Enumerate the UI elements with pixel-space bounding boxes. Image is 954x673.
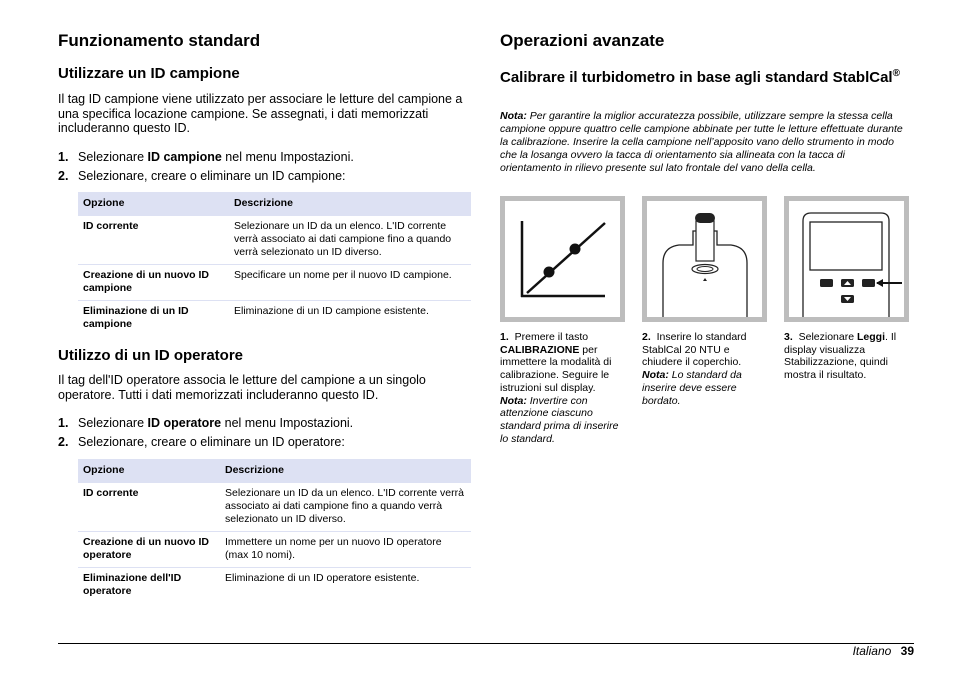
calibration-heading: Calibrare il turbidometro in base agli standard StablCal® (500, 68, 900, 86)
instrument-keypad-display-icon (789, 201, 904, 317)
footer-rule (58, 643, 914, 644)
table-row: Eliminazione dell'ID operatore Eliminazione di un ID operatore esistente. (78, 568, 471, 604)
caption-step-2: 2. Inserire lo standard StablCal 20 NTU e chiudere il coperchio. Nota: Lo standard da inserire deve essere bordato. (642, 331, 747, 407)
column-header: Opzione (78, 459, 220, 483)
sample-id-heading: Utilizzare un ID campione (58, 65, 240, 82)
instrument-with-vial-icon (647, 201, 762, 317)
section-title-standard: Funzionamento standard (58, 31, 261, 50)
table-row: ID corrente Selezionare un ID da un elenco. L'ID corrente verrà associato ai dati campione fino a quando verrà selezionato un ID diverso. (83, 487, 464, 525)
footer-language: Italiano (852, 644, 892, 658)
column-header: Opzione (78, 192, 229, 216)
page-footer (853, 644, 914, 658)
column-header: Descrizione (220, 459, 471, 483)
figure-select-read (784, 196, 909, 322)
table-header-row (78, 192, 471, 216)
step-2: 2. Selezionare, creare o eliminare un ID campione: (58, 168, 346, 183)
caption-step-1: 1. Premere il tasto CALIBRAZIONE per immettere la modalità di calibrazione. Seguire le istruzioni sul display. Nota: Invertire con attenzione ciascuno standard prima di inserire lo standard. (500, 331, 619, 445)
table-header-row (78, 459, 471, 483)
calibration-curve-icon (505, 201, 620, 317)
table-row: ID corrente Selezionare un ID da un elenco. L'ID corrente verrà associato ai dati campione fino a quando verrà selezionato un ID diverso. (83, 220, 452, 258)
figure-insert-standard (642, 196, 767, 322)
sample-id-steps (58, 150, 471, 187)
figure-calibration-curve (500, 196, 625, 322)
step-1: 1. Selezionare ID campione nel menu Impostazioni. (58, 150, 354, 164)
step-1: 1. Selezionare ID operatore nel menu Impostazioni. (58, 416, 354, 430)
table-row: Eliminazione di un ID campione Eliminazione di un ID campione esistente. (78, 301, 471, 337)
operator-id-intro: Il tag dell'ID operatore associa le letture del campione a un singolo operatore. Tutti i dati memorizzati includeranno questo ID. (58, 373, 426, 402)
table-row: Creazione di un nuovo ID campione Specificare un nome per il nuovo ID campione. (78, 265, 471, 301)
operator-id-steps (58, 416, 471, 453)
caption-step-3: 3. Selezionare Leggi. Il display visualizza Stabilizzazione, quindi mostra il risultato. (784, 331, 897, 382)
operator-id-heading: Utilizzo di un ID operatore (58, 347, 244, 364)
operator-id-table (78, 459, 471, 603)
step-2: 2. Selezionare, creare o eliminare un ID operatore: (58, 434, 345, 449)
calibration-note: Nota: Per garantire la miglior accuratezza possibile, utilizzare sempre la stessa cella campione oppure quattro celle campione abbinate per tutte le letture effettuate durante la calibrazione. Inserire la cella campione nell’apposito vano dello strumento in modo che la losanga ovvero la tacca di orientamento sia allineata con la tacca di orientamento in rilievo presente sul lato frontale del vano della cella. (500, 110, 903, 174)
column-header: Descrizione (229, 192, 471, 216)
sample-id-table (78, 192, 471, 336)
sample-id-intro: Il tag ID campione viene utilizzato per associare le letture del campione a una specifica locazione campione. Se assegnati, i dati memorizzati includeranno questo ID. (58, 92, 463, 135)
page-number: 39 (900, 644, 914, 658)
section-title-advanced: Operazioni avanzate (500, 31, 665, 50)
table-row: Creazione di un nuovo ID operatore Immettere un nome per un nuovo ID operatore (max 10 nomi). (78, 532, 471, 568)
